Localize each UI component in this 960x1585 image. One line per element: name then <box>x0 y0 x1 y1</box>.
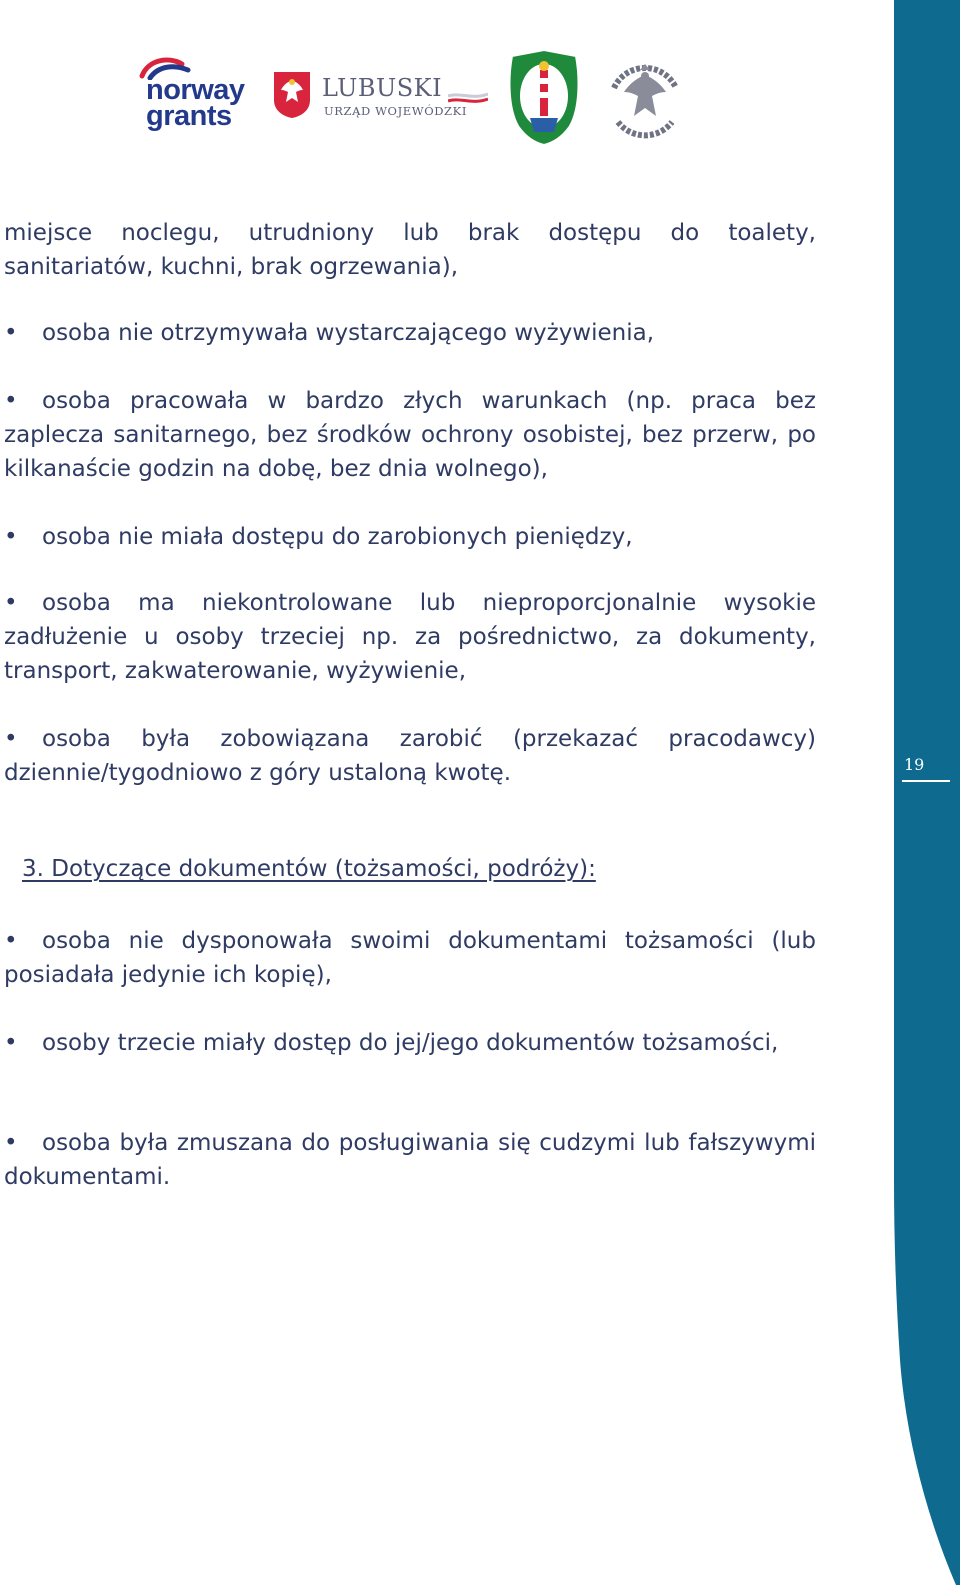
paragraph-continuation <box>4 216 816 284</box>
norway-grants-line2: grants <box>146 100 232 132</box>
bullet-item <box>4 586 816 688</box>
border-guard-logo <box>504 48 584 146</box>
section-heading: 3. Dotyczące dokumentów (tożsamości, podróży): <box>22 856 596 882</box>
bullet-marker: • <box>4 388 18 414</box>
bullet-marker: • <box>4 320 18 346</box>
bullet-item <box>4 1026 816 1060</box>
bullet-item <box>4 924 816 992</box>
lubuski-logo <box>272 70 492 130</box>
bullet-marker: • <box>4 1130 18 1156</box>
bullet-marker: • <box>4 1030 18 1056</box>
bullet-text: osoba nie miała dostępu do zarobionych pieniędzy, <box>42 524 633 550</box>
page-number-rule <box>902 780 950 782</box>
bullet-text: osoby trzecie miały dostęp do jej/jego dokumentów tożsamości, <box>42 1030 779 1056</box>
lubuski-flag-icon <box>448 92 488 106</box>
bullet-item <box>4 316 816 350</box>
logo-strip <box>130 46 700 156</box>
bullet-item <box>4 520 816 554</box>
university-eagle-icon <box>600 50 690 146</box>
norway-grants-logo <box>136 54 254 134</box>
bullet-text: osoba pracowała w bardzo złych warunkach (np. praca bez zaplecza sanitarnego, bez środków ochrony osobistej, bez przerw, po kilkanaście godzin na dobę, bez dnia wolnego), <box>4 388 816 482</box>
polish-eagle-crest-icon <box>272 70 312 120</box>
bullet-item <box>4 722 816 790</box>
bullet-text: osoba była zmuszana do posługiwania się cudzymi lub fałszywymi dokumentami. <box>4 1130 816 1190</box>
bullet-marker: • <box>4 590 18 616</box>
bullet-marker: • <box>4 726 18 752</box>
bullet-text: osoba była zobowiązana zarobić (przekazać pracodawcy) dziennie/tygodniowo z góry ustaloną kwotę. <box>4 726 816 786</box>
bullet-text: osoba ma niekontrolowane lub nieproporcjonalnie wysokie zadłużenie u osoby trzeciej np. za pośrednictwo, za dokumenty, transport, zakwaterowanie, wyżywienie, <box>4 590 816 684</box>
bullet-marker: • <box>4 928 18 954</box>
bullet-marker: • <box>4 524 18 550</box>
bullet-item <box>4 1126 816 1194</box>
border-guard-emblem-icon <box>504 48 584 146</box>
university-logo <box>600 50 690 146</box>
norway-grants-line1: norway <box>146 74 245 106</box>
bullet-item <box>4 384 816 486</box>
paragraph-text: miejsce noclegu, utrudniony lub brak dostępu do toalety, sanitariatów, kuchni, brak ogrzewania), <box>4 220 816 280</box>
page-number: 19 <box>904 755 925 774</box>
lubuski-subtitle: URZĄD WOJEWÓDZKI <box>324 104 467 118</box>
bullet-text: osoba nie dysponowała swoimi dokumentami tożsamości (lub posiadała jedynie ich kopię), <box>4 928 816 988</box>
bullet-text: osoba nie otrzymywała wystarczającego wyżywienia, <box>42 320 655 346</box>
lubuski-name: LUBUSKI <box>322 74 443 102</box>
side-band <box>894 0 960 1585</box>
